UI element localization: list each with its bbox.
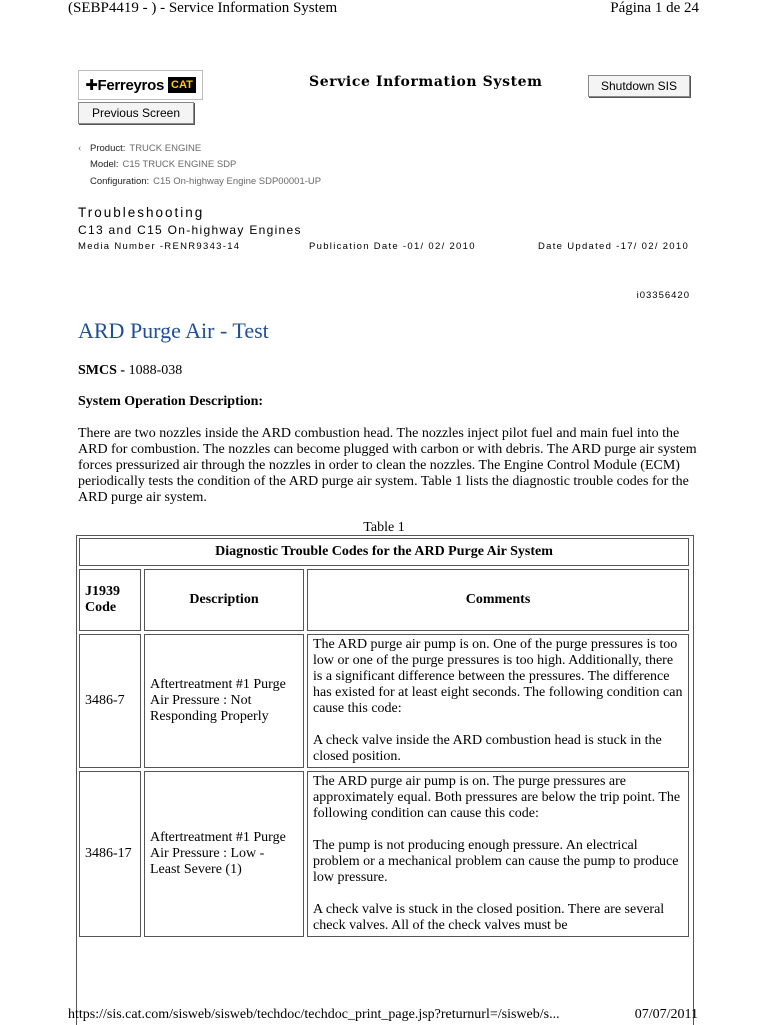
table-heading: Diagnostic Trouble Codes for the ARD Purge Air System [79,538,689,566]
row-code: 3486-17 [79,771,141,937]
table-row [79,634,689,768]
document-id: i03356420 [636,290,690,301]
print-footer-url: https://sis.cat.com/sisweb/sisweb/techdoc/techdoc_print_page.jsp?returnurl=/sisweb/s... [68,1007,560,1022]
smcs-value: 1088-038 [128,363,183,378]
smcs-line [78,363,182,379]
print-header-page-number: Página 1 de 24 [610,0,699,16]
shutdown-sis-button[interactable]: Shutdown SIS [588,75,690,97]
dtc-table-container [76,535,694,1025]
intro-paragraph: There are two nozzles inside the ARD combustion head. The nozzles inject pilot fuel and main fuel into the ARD for combustion. The nozzles can become plugged with carbon or with debris. The ARD purge air system forces pressurized air through the nozzles in order to clean the nozzles. The Engine Control Module (ECM) periodically tests the condition of the ARD purge air system. Table 1 lists the diagnostic trouble codes for the ARD purge air system. [78,426,697,505]
comment-paragraph: A check valve inside the ARD combustion head is stuck in the closed position. [313,733,662,764]
model-label: Model: [90,159,119,170]
site-title: Service Information System [309,74,543,90]
logo-brand-text: ✚Ferreyros [85,77,164,94]
row-description: Aftertreatment #1 Purge Air Pressure : Low - Least Severe (1) [144,771,304,937]
print-header-title: (SEBP4419 - ) - Service Information System [68,0,338,16]
model-line [90,159,236,170]
configuration-label: Configuration: [90,176,150,187]
column-header-comments: Comments [307,569,689,631]
table-row [79,771,689,937]
table-caption: Table 1 [363,520,405,535]
smcs-label: SMCS - [78,363,126,378]
row-description: Aftertreatment #1 Purge Air Pressure : Not Responding Properly [144,634,304,768]
column-header-description: Description [144,569,304,631]
column-header-code: J1939 Code [79,569,141,631]
document-category: Troubleshooting [78,205,205,220]
comment-paragraph: A check valve is stuck in the closed position. There are several check valves. All of the check valves must be [313,902,665,933]
previous-screen-button[interactable]: Previous Screen [78,102,194,124]
publication-date: Publication Date -01/ 02/ 2010 [309,241,476,252]
cat-logo-badge: CAT [168,77,196,93]
row-code: 3486-7 [79,634,141,768]
back-arrow-icon[interactable]: ‹ [78,143,82,154]
comment-paragraph: The ARD purge air pump is on. The purge pressures are approximately equal. Both pressures are below the trip point. The following condition can cause this code: [313,774,681,821]
product-value: TRUCK ENGINE [129,143,202,154]
product-label: Product: [90,143,126,154]
ferreyros-cat-logo[interactable] [78,70,203,100]
comment-paragraph: The ARD purge air pump is on. One of the purge pressures is too low or one of the purge pressures is too high. Additionally, there is a significant difference between the pressures. The difference has existed for at least eight seconds. The following condition can cause this code: [313,637,683,716]
comment-paragraph: The pump is not producing enough pressure. An electrical problem or a mechanical problem can cause the pump to produce low pressure. [313,838,679,885]
configuration-line [90,176,321,187]
page-title: ARD Purge Air - Test [78,318,269,343]
document-subtitle: C13 and C15 On-highway Engines [78,223,302,237]
section-heading: System Operation Description: [78,394,264,409]
row-comments [307,771,689,937]
configuration-value: C15 On-highway Engine SDP00001-UP [153,176,322,187]
model-value: C15 TRUCK ENGINE SDP [122,159,237,170]
date-updated: Date Updated -17/ 02/ 2010 [538,241,690,252]
media-number: Media Number -RENR9343-14 [78,241,241,252]
dtc-table [76,535,692,940]
row-comments [307,634,689,768]
product-line [90,143,201,154]
print-footer-date: 07/07/2011 [634,1007,698,1022]
